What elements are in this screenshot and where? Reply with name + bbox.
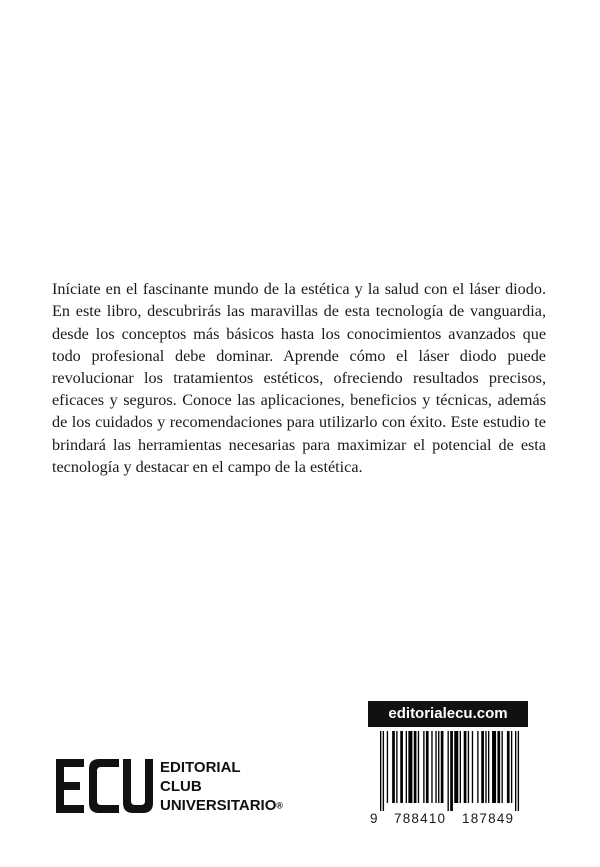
website-banner: editorialecu.com [368, 701, 528, 727]
barcode-guard-bar [380, 731, 381, 811]
barcode-bar [481, 731, 484, 803]
publisher-line-universitario [160, 796, 283, 816]
back-cover-blurb: Iníciate en el fascinante mundo de la estética y la salud con el láser diodo. En este libro, descubrirás las maravillas de esta tecnología de vanguardia, desde los conceptos más básicos hasta los conocimientos avanzados que todo profesional debe dominar. Aprende cómo el láser diodo puede revolucionar los tratamientos estéticos, ofreciendo resultados precisos, eficaces y seguros. Conoce las aplicaciones, beneficios y técnicas, además de los cuidados y recomendaciones para utilizarlo con éxito. Este estudio te brindará las herramientas necesarias para maximizar el potencial de esta tecnología y destacar en el campo de la estética. [52, 280, 546, 476]
publisher-logo [55, 756, 295, 816]
barcode-bar [507, 731, 510, 803]
barcode-bar [418, 731, 419, 803]
barcode-bar [396, 731, 397, 803]
barcode-bar [387, 731, 388, 803]
barcode-bars [368, 731, 528, 811]
barcode-bar [502, 731, 503, 803]
barcode-bar [441, 731, 444, 803]
publisher-line-universitario-text: UNIVERSITARIO [160, 797, 277, 814]
barcode-guard-bar [383, 731, 384, 811]
barcode-bar [464, 731, 467, 803]
barcode-bar [392, 731, 395, 803]
barcode-bar [472, 731, 473, 803]
barcode-guard-bar [448, 731, 449, 811]
isbn-group-left: 788410 [394, 811, 447, 826]
barcode-bar [492, 731, 496, 803]
publisher-name [160, 758, 283, 816]
isbn-number [368, 809, 528, 829]
barcode-bar [408, 731, 412, 803]
barcode-bar [435, 731, 436, 803]
barcode-bar [426, 731, 429, 803]
registered-mark: ® [276, 800, 284, 811]
isbn-barcode [368, 727, 528, 833]
barcode-bar [485, 731, 486, 803]
barcode-bar [488, 731, 489, 803]
barcode-guard-bar [450, 731, 453, 811]
barcode-bar [423, 731, 424, 803]
barcode-bar [406, 731, 407, 803]
barcode-bar [477, 731, 478, 803]
barcode-guard-bar [515, 731, 516, 811]
publisher-line-editorial: EDITORIAL [160, 759, 241, 776]
isbn-group-right: 187849 [462, 811, 515, 826]
barcode-bar [460, 731, 461, 803]
barcode-bar [454, 731, 458, 803]
barcode-bar [468, 731, 469, 803]
isbn-prefix-digit: 9 [370, 811, 378, 826]
barcode-bar [414, 731, 417, 803]
ecu-logo-mark [55, 758, 153, 814]
barcode-bar [438, 731, 439, 803]
barcode-bar [431, 731, 432, 803]
barcode-bar [511, 731, 512, 803]
barcode-bar [497, 731, 500, 803]
barcode-guard-bar [518, 731, 519, 811]
barcode-bar [400, 731, 403, 803]
publisher-line-club: CLUB [160, 778, 202, 795]
